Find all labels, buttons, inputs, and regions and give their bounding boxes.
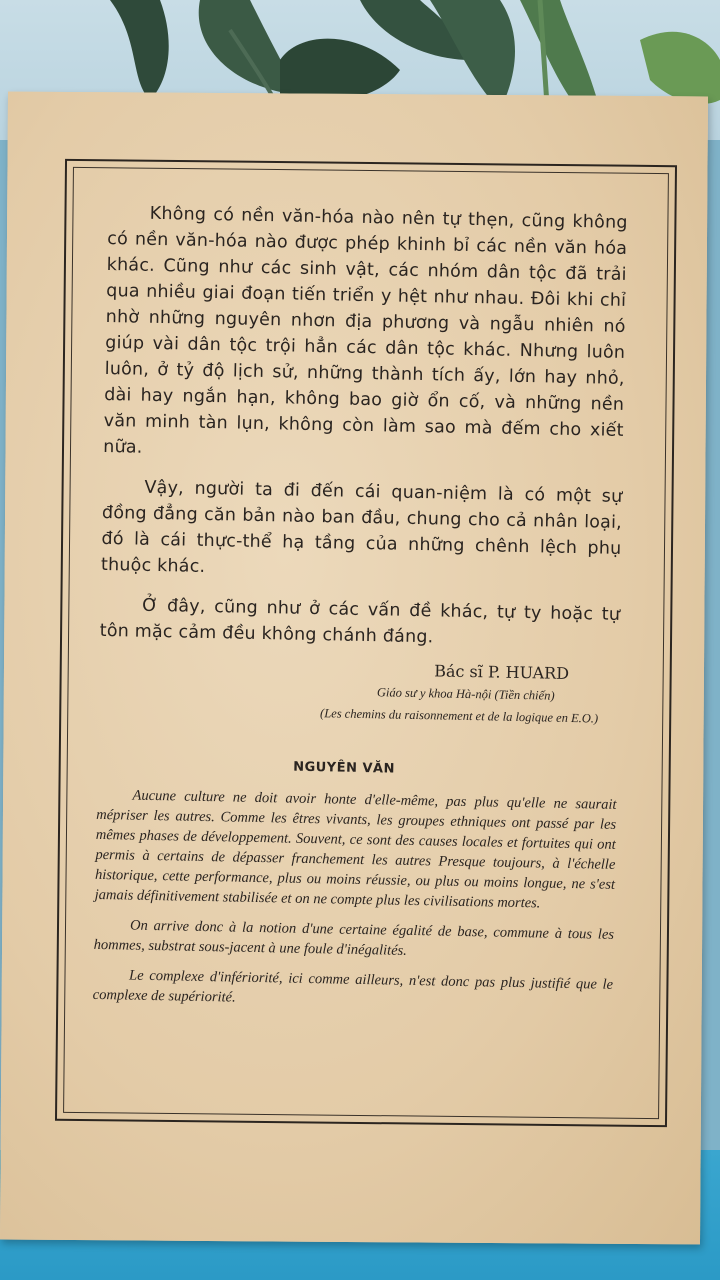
vietnamese-paragraph-3: Ở đây, cũng như ở các vấn đề khác, tự ty hoặc tự tôn mặc cảm đều không chánh đáng. [99,595,621,648]
vietnamese-paragraph-1: Không có nền văn-hóa nào nên tự thẹn, cũng không có nền văn-hóa nào được phép khinh bỉ các nền văn hóa khác. Cũng như các sinh vật, các nhóm dân tộc đã trải qua nhiều giai đoạn tiến triển y hệt như nhau. Đôi khi chỉ nhờ những nguyên nhơn địa phương và ngẫu nhiên nó giúp vài dân tộc trội hẳn các dân tộc khác. Nhưng luôn luôn, ở tỷ độ lịch sử, những thành tích ấy, lớn hay nhỏ, dài hay ngắn hạn, không bao giờ ổn cố, và những nền văn minh tàn lụn, không còn làm sao mà đếm cho xiết nữa. [103,203,628,458]
page-text [92,200,628,1025]
signature-source: (Les chemins du raisonnement et de la logique en E.O.) [319,706,599,726]
french-paragraph-2: On arrive donc à la notion d'une certaine égalité de base, commune à tous les hommes, substrat sous-jacent à une foule d'inégalités. [93,917,615,959]
french-text [93,785,617,1015]
signature-role: Giáo sư y khoa Hà-nội (Tiền chiến) [376,685,555,703]
vietnamese-text [99,200,627,654]
signature-name: Bác sĩ P. HUARD [434,661,570,683]
original-heading: NGUYÊN VĂN [293,759,396,777]
french-paragraph-3: Le complexe d'infériorité, ici comme ailleurs, n'est donc pas plus justifié que le complexe de supériorité. [92,967,614,1006]
vietnamese-paragraph-2: Vậy, người ta đi đến cái quan-niệm là có một sự đồng đẳng căn bản nào ban đầu, chung cho cả nhân loại, đó là cái thực-thể hạ tầng của những chênh lệch phụ thuộc khác. [100,477,623,577]
french-paragraph-1: Aucune culture ne doit avoir honte d'elle-même, pas plus qu'elle ne saurait mépriser les autres. Comme les êtres vivants, les groupes ethniques ont passé par les mêmes phases de développement. Souvent, ce sont des causes locales et fortuites qui ont permis à certains de dépasser franchement les autres Presque toujours, à l'échelle historique, cette performance, plus ou moins réussie, ou plus ou moins longue, ne s'est jamais définitivement stabilisée et on ne compte plus les civilisations mortes. [94,787,617,912]
signature [98,654,599,730]
